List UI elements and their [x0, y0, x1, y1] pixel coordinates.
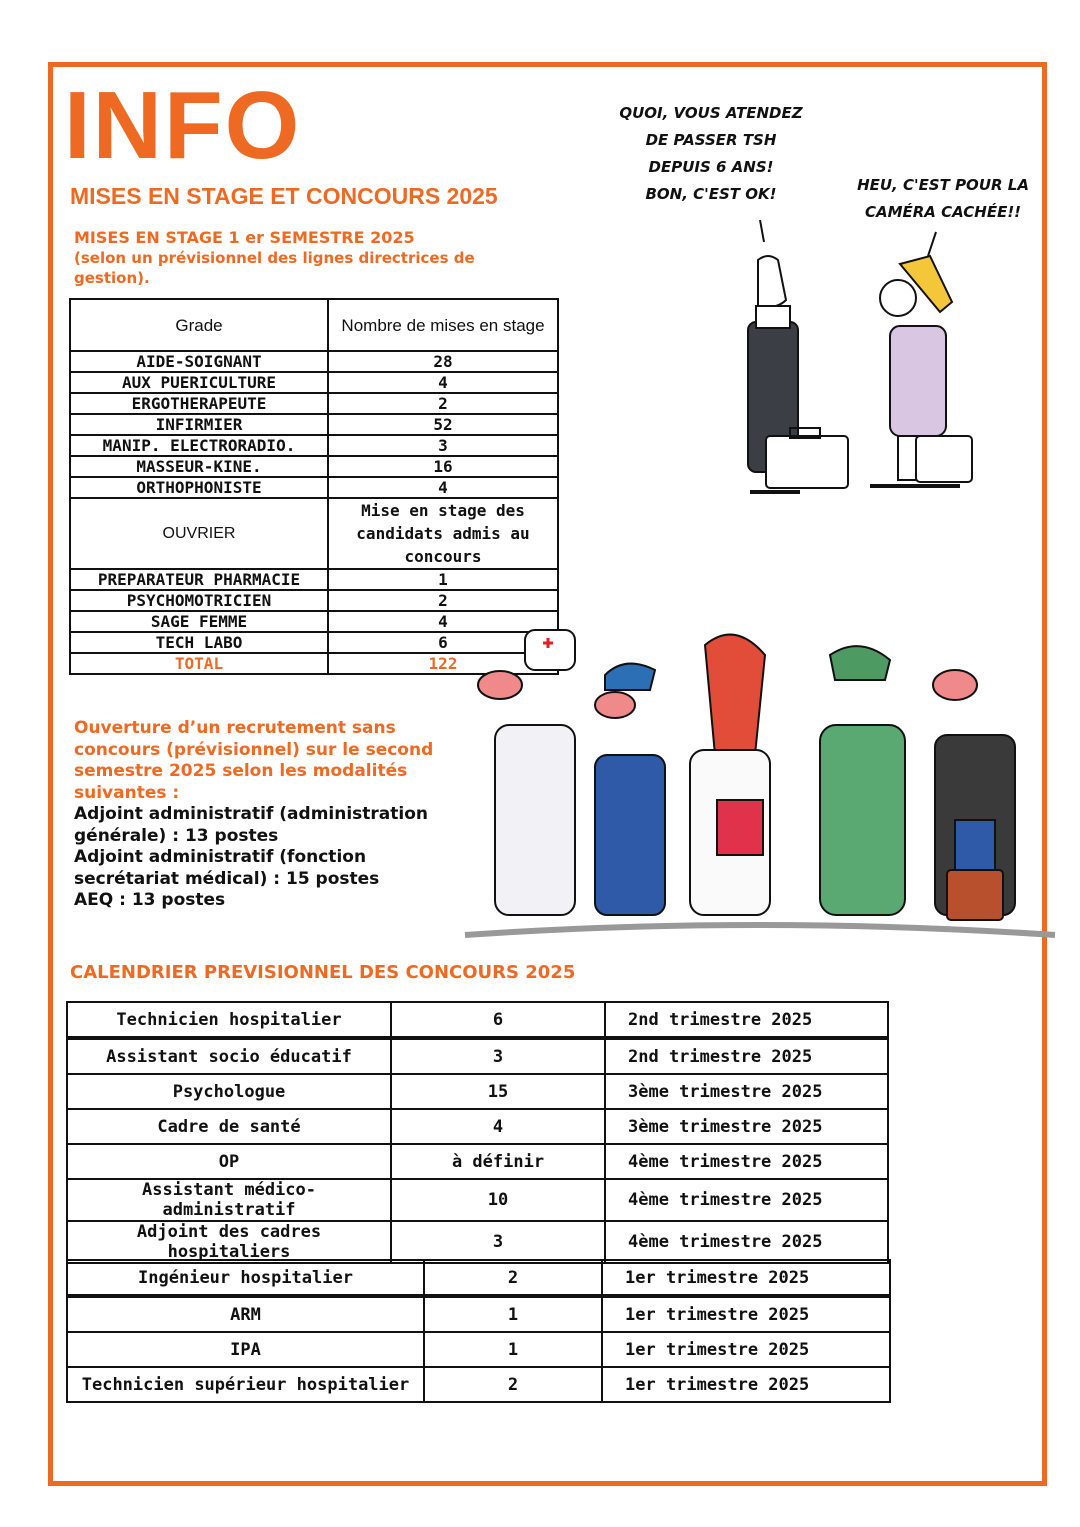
exam-name: Psychologue: [67, 1074, 391, 1109]
grade-cell: MASSEUR-KINE.: [70, 456, 328, 477]
count-cell: 16: [328, 456, 558, 477]
table-row: [70, 414, 558, 435]
table-row: [67, 1221, 888, 1263]
exam-count: 4: [391, 1109, 605, 1144]
column-header-count: Nombre de mises en stage: [328, 299, 558, 351]
exam-count: 2: [424, 1260, 602, 1296]
exam-period: 1er trimestre 2025: [602, 1332, 890, 1367]
grade-cell: ORTHOPHONISTE: [70, 477, 328, 498]
exam-period: 1er trimestre 2025: [602, 1260, 890, 1296]
count-cell: 2: [328, 590, 558, 611]
count-cell: 52: [328, 414, 558, 435]
table-row: [67, 1038, 888, 1074]
table-row: [70, 393, 558, 414]
exam-period: 4ème trimestre 2025: [605, 1144, 888, 1179]
table-row: [70, 498, 558, 569]
grade-cell: SAGE FEMME: [70, 611, 328, 632]
calendar-table-2: [66, 1259, 891, 1403]
exam-period: 1er trimestre 2025: [602, 1296, 890, 1332]
exam-name: Cadre de santé: [67, 1109, 391, 1144]
exam-name: ARM: [67, 1296, 424, 1332]
table-row: [70, 435, 558, 456]
table-row: [67, 1332, 890, 1367]
grade-cell: PSYCHOMOTRICIEN: [70, 590, 328, 611]
grade-cell: PREPARATEUR PHARMACIE: [70, 569, 328, 590]
exam-name: OP: [67, 1144, 391, 1179]
exam-name: Technicien hospitalier: [67, 1002, 391, 1038]
count-cell: 4: [328, 477, 558, 498]
count-cell: 28: [328, 351, 558, 372]
count-cell: 3: [328, 435, 558, 456]
grade-cell: AUX PUERICULTURE: [70, 372, 328, 393]
cartoon-professionals-illustration: [455, 615, 1060, 950]
exam-count: 10: [391, 1179, 605, 1221]
recruitment-intro: Ouverture d’un recrutement sans concours (prévisionnel) sur le second semestre 2025 selon les modalités suivantes :: [74, 718, 434, 803]
grade-cell: OUVRIER: [70, 498, 328, 569]
column-header-grade: Grade: [70, 299, 328, 351]
table-row: [70, 477, 558, 498]
exam-period: 4ème trimestre 2025: [605, 1179, 888, 1221]
count-cell: 4: [328, 372, 558, 393]
table-row: [70, 569, 558, 590]
exam-count: à définir: [391, 1144, 605, 1179]
exam-period: 4ème trimestre 2025: [605, 1221, 888, 1263]
count-cell: 1: [328, 569, 558, 590]
calendar-title: CALENDRIER PREVISIONNEL DES CONCOURS 2025: [70, 962, 576, 983]
table-header-row: [70, 299, 558, 351]
grade-cell: MANIP. ELECTRORADIO.: [70, 435, 328, 456]
calendar-table-1: [66, 1001, 889, 1264]
table-row: [67, 1109, 888, 1144]
table-row: [70, 372, 558, 393]
exam-count: 15: [391, 1074, 605, 1109]
recruitment-item: AEQ : 13 postes: [74, 890, 226, 910]
exam-count: 3: [391, 1221, 605, 1263]
count-cell: Mise en stage des candidats admis au concours: [328, 498, 558, 569]
exam-period: 3ème trimestre 2025: [605, 1109, 888, 1144]
speech-bubble-left: QUOI, VOUS ATENDEZ DE PASSER TSH DEPUIS 6 ANS! BON, C'EST OK!: [619, 104, 803, 203]
exam-name: Technicien supérieur hospitalier: [67, 1367, 424, 1402]
table-row: [67, 1260, 890, 1296]
exam-count: 1: [424, 1332, 602, 1367]
exam-count: 3: [391, 1038, 605, 1074]
grade-cell: ERGOTHERAPEUTE: [70, 393, 328, 414]
exam-name: Assistant socio éducatif: [67, 1038, 391, 1074]
table-row: [70, 456, 558, 477]
table-row: [67, 1144, 888, 1179]
total-label: TOTAL: [70, 653, 328, 674]
exam-count: 6: [391, 1002, 605, 1038]
grade-cell: TECH LABO: [70, 632, 328, 653]
page-title: INFO: [64, 72, 302, 179]
exam-period: 2nd trimestre 2025: [605, 1002, 888, 1038]
grade-cell: INFIRMIER: [70, 414, 328, 435]
exam-name: Adjoint des cadres hospitaliers: [67, 1221, 391, 1263]
exam-count: 1: [424, 1296, 602, 1332]
table-row: [67, 1296, 890, 1332]
cartoon-two-men-illustration: [730, 210, 1000, 510]
exam-period: 2nd trimestre 2025: [605, 1038, 888, 1074]
recruitment-section: [74, 718, 454, 912]
stage-section-heading: MISES EN STAGE 1 er SEMESTRE 2025 (selon un prévisionnel des lignes directrices de gestion).: [74, 228, 475, 287]
count-cell: 4: [328, 611, 558, 632]
table-row: [70, 590, 558, 611]
page-subtitle: MISES EN STAGE ET CONCOURS 2025: [70, 183, 498, 209]
exam-name: IPA: [67, 1332, 424, 1367]
table-row: [67, 1367, 890, 1402]
exam-name: Assistant médico-administratif: [67, 1179, 391, 1221]
speech-bubble-right: HEU, C'EST POUR LA CAMÉRA CACHÉE!!: [857, 176, 1029, 221]
table-row: [67, 1074, 888, 1109]
grade-cell: AIDE-SOIGNANT: [70, 351, 328, 372]
recruitment-item: Adjoint administratif (fonction secrétariat médical) : 15 postes: [74, 847, 380, 889]
exam-name: Ingénieur hospitalier: [67, 1260, 424, 1296]
recruitment-item: Adjoint administratif (administration générale) : 13 postes: [74, 804, 429, 846]
table-row: [67, 1179, 888, 1221]
table-row: [70, 351, 558, 372]
table-row: [67, 1002, 888, 1038]
total-value: 122: [328, 653, 558, 674]
exam-period: 3ème trimestre 2025: [605, 1074, 888, 1109]
exam-period: 1er trimestre 2025: [602, 1367, 890, 1402]
count-cell: 6: [328, 632, 558, 653]
exam-count: 2: [424, 1367, 602, 1402]
count-cell: 2: [328, 393, 558, 414]
